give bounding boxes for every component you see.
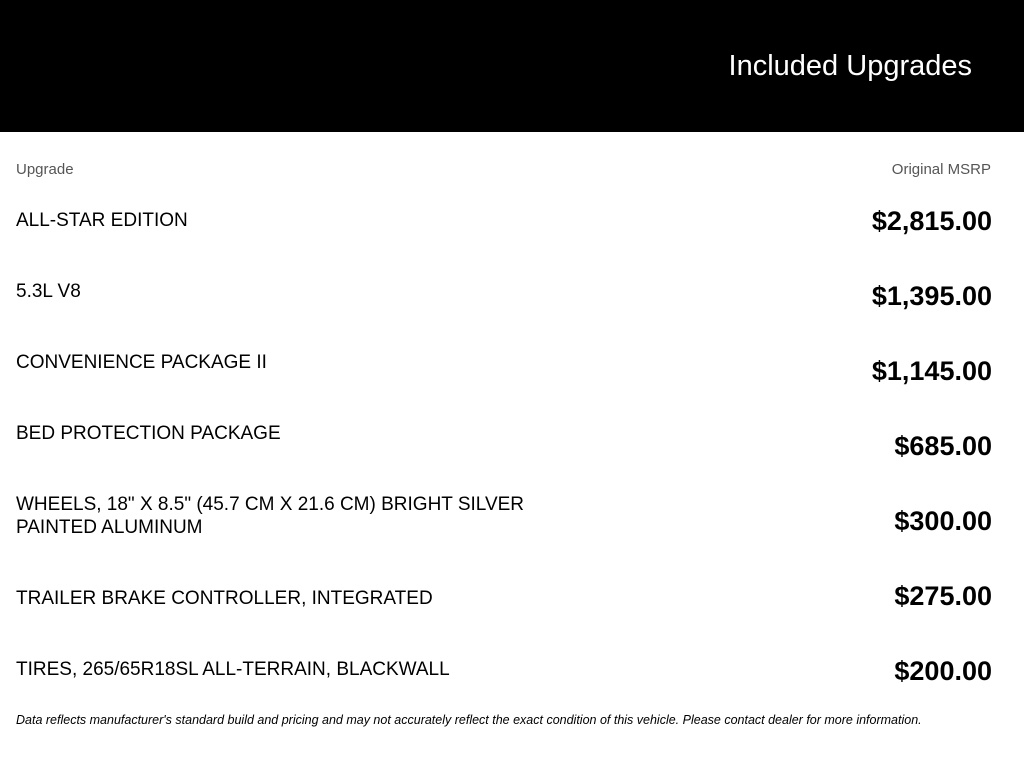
column-header-msrp: Original MSRP: [891, 161, 991, 178]
upgrade-name: CONVENIENCE PACKAGE II: [16, 352, 267, 373]
upgrade-name: WHEELS, 18" X 8.5" (45.7 CM X 21.6 CM) BRIGHT SILVER PAINTED ALUMINUM: [16, 494, 525, 538]
upgrade-name: TIRES, 265/65R18SL ALL-TERRAIN, BLACKWALL: [16, 659, 450, 680]
upgrade-name: BED PROTECTION PACKAGE: [16, 423, 281, 444]
upgrade-price: $1,395.00: [871, 281, 992, 311]
column-header-upgrade: Upgrade: [16, 161, 74, 178]
upgrade-name: 5.3L V8: [16, 281, 81, 302]
page-title: Included Upgrades: [728, 50, 972, 82]
upgrade-price: $2,815.00: [871, 206, 992, 236]
upgrade-price: $200.00: [894, 656, 992, 686]
upgrade-price: $685.00: [894, 431, 992, 461]
upgrade-price: $1,145.00: [871, 356, 992, 386]
upgrade-price: $300.00: [894, 506, 992, 536]
disclaimer-text: Data reflects manufacturer's standard build and pricing and may not accurately reflect the exact condition of this vehicle. Please contact dealer for more information.: [16, 713, 922, 727]
upgrade-name: ALL-STAR EDITION: [16, 210, 188, 231]
upgrade-name: TRAILER BRAKE CONTROLLER, INTEGRATED: [16, 588, 433, 609]
upgrade-price: $275.00: [894, 581, 992, 611]
